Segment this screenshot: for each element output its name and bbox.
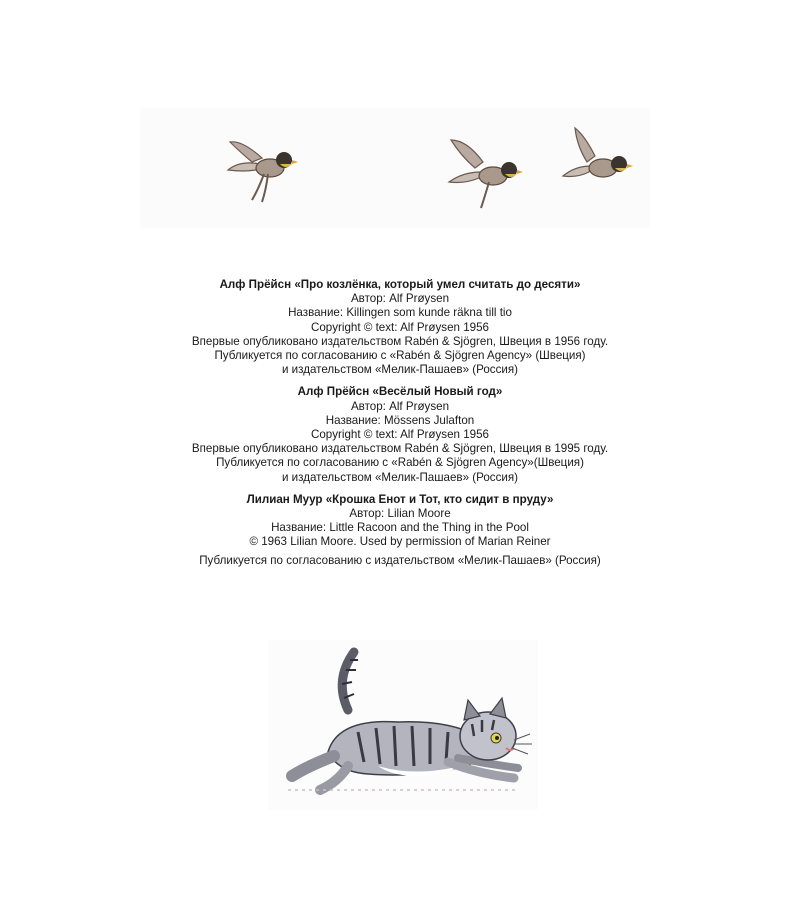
kitten-illustration (268, 640, 538, 810)
sparrow-bird-3 (555, 122, 645, 202)
credit-block-3 (0, 493, 800, 568)
credit-line: Copyright © text: Alf Prøysen 1956 (310, 320, 490, 334)
credit-block-1 (0, 278, 800, 377)
credit-title: Алф Прёйсн «Про козлёнка, который умел считать до десяти» (219, 278, 581, 291)
sparrow-bird-2 (445, 126, 535, 216)
credit-line: Название: Mössens Julafton (325, 413, 475, 427)
credit-line: Автор: Lilian Moore (349, 507, 451, 521)
credit-line: Публикуется по согласованию с «Rabén & Sjögren Agency»(Швеция) (216, 456, 584, 470)
credit-line: Автор: Alf Prøysen (350, 292, 450, 306)
credit-line: и издательством «Мелик-Пашаев» (Россия) (281, 470, 519, 484)
credit-line: © 1963 Lilian Moore. Used by permission of Marian Reiner (249, 535, 551, 549)
credit-line: Впервые опубликовано издательством Rabén & Sjögren, Швеция в 1995 году. (191, 442, 609, 456)
credit-line: и издательством «Мелик-Пашаев» (Россия) (281, 363, 519, 377)
closing-note: Публикуется по согласованию с издательством «Мелик-Пашаев» (Россия) (199, 553, 601, 567)
credit-line: Название: Killingen som kunde räkna till tio (288, 306, 512, 320)
credit-line: Copyright © text: Alf Prøysen 1956 (310, 428, 490, 442)
credit-block-2 (0, 385, 800, 484)
credit-line: Автор: Alf Prøysen (350, 399, 450, 413)
credit-line: Название: Little Racoon and the Thing in the Pool (271, 521, 529, 535)
sparrow-bird-1 (222, 120, 312, 210)
sparrows-illustration (140, 108, 650, 228)
credit-title: Алф Прёйсн «Весёлый Новый год» (297, 385, 503, 399)
credit-title: Лилиан Муур «Крошка Енот и Тот, кто сидит в пруду» (246, 492, 554, 506)
copyright-credits (0, 278, 800, 576)
credit-line: Впервые опубликовано издательством Rabén & Sjögren, Швеция в 1956 году. (191, 334, 609, 348)
running-kitten (268, 640, 538, 810)
credit-line: Публикуется по согласованию с «Rabén & Sjögren Agency» (Швеция) (214, 349, 586, 363)
